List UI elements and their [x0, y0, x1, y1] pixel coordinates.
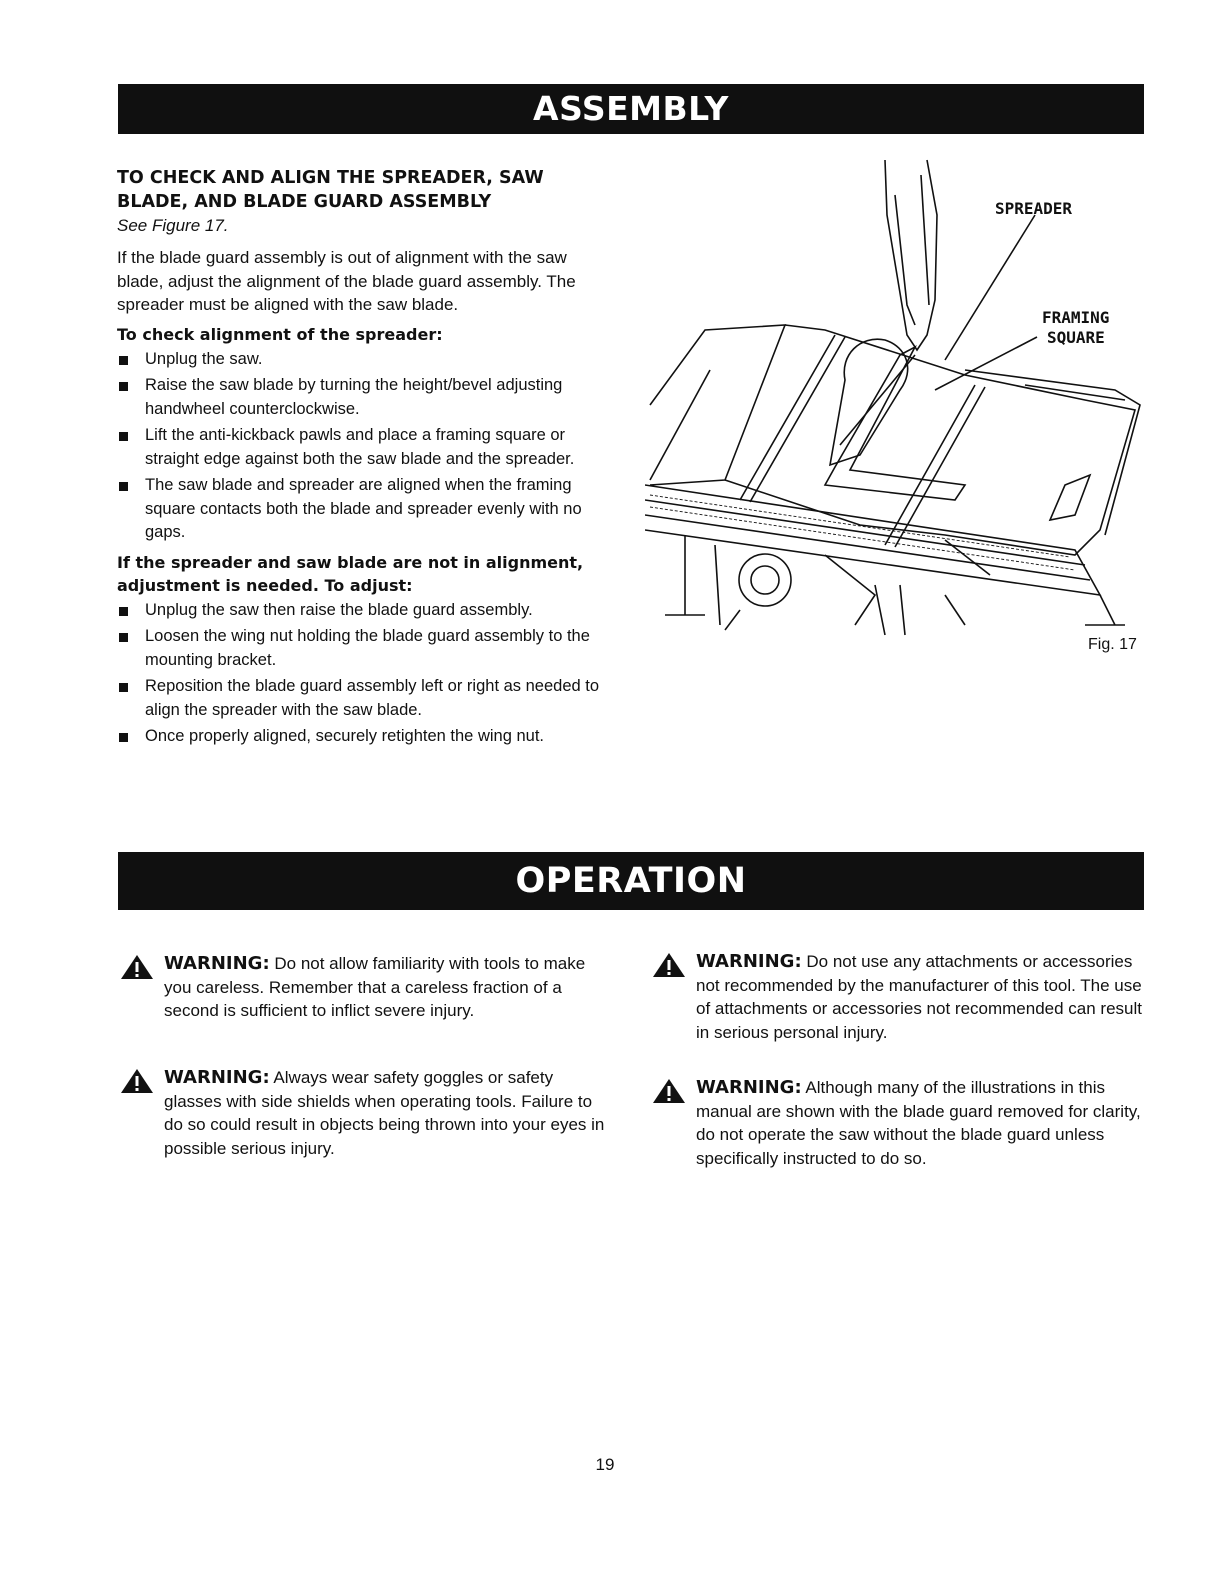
- bullet-icon: [119, 683, 128, 692]
- bullet-icon: [119, 607, 128, 616]
- check-steps-list: [117, 348, 617, 545]
- warning-keyword: WARNING:: [164, 953, 270, 974]
- warning-triangle-icon: [652, 1078, 686, 1104]
- see-figure-note: See Figure 17.: [117, 216, 229, 235]
- warning-keyword: WARNING:: [164, 1067, 270, 1088]
- bullet-icon: [119, 382, 128, 391]
- adjust-steps-list: [117, 599, 617, 749]
- warning-keyword: WARNING:: [696, 951, 802, 972]
- warning-triangle-icon: [652, 952, 686, 978]
- warning-triangle-icon: [120, 954, 154, 980]
- section-heading: TO CHECK AND ALIGN THE SPREADER, SAW BLADE, AND BLADE GUARD ASSEMBLY: [117, 168, 544, 212]
- bullet-icon: [119, 356, 128, 365]
- bullet-icon: [119, 482, 128, 491]
- table-saw-drawing: [645, 155, 1145, 655]
- warning-block: [652, 950, 1147, 1044]
- list-item: Unplug the saw then raise the blade guard assembly.: [117, 599, 617, 623]
- assembly-section: [117, 166, 617, 753]
- intro-paragraph: If the blade guard assembly is out of alignment with the saw blade, adjust the alignment of the blade guard assembly. The spreader must be aligned with the saw blade.: [117, 248, 576, 314]
- list-item: Lift the anti-kickback pawls and place a framing square or straight edge against both the saw blade and the spreader.: [117, 424, 617, 471]
- list-item: Raise the saw blade by turning the height/bevel adjusting handwheel counterclockwise.: [117, 374, 617, 421]
- assembly-banner: ASSEMBLY: [118, 84, 1144, 134]
- bullet-icon: [119, 733, 128, 742]
- list-item: Reposition the blade guard assembly left or right as needed to align the spreader with the saw blade.: [117, 675, 617, 722]
- warning-keyword: WARNING:: [696, 1077, 802, 1098]
- warning-block: [120, 1066, 610, 1160]
- warning-text: Do not allow familiarity with tools to make you careless. Remember that a careless fraction of a second is sufficient to inflict severe injury.: [164, 954, 586, 1020]
- list-item: Once properly aligned, securely retighten the wing nut.: [117, 725, 617, 749]
- label-spreader: SPREADER: [995, 199, 1073, 218]
- warning-block: [120, 952, 600, 1023]
- operation-banner: OPERATION: [118, 852, 1144, 910]
- page-number: 19: [595, 1455, 615, 1474]
- label-square: SQUARE: [1047, 328, 1105, 347]
- list-item: Unplug the saw.: [117, 348, 617, 372]
- label-framing: FRAMING: [1042, 308, 1110, 327]
- adjust-heading: If the spreader and saw blade are not in alignment, adjustment is needed. To adjust:: [117, 552, 584, 595]
- list-item: Loosen the wing nut holding the blade guard assembly to the mounting bracket.: [117, 625, 617, 672]
- check-heading: To check alignment of the spreader:: [117, 324, 443, 344]
- warning-text: Although many of the illustrations in this manual are shown with the blade guard removed for clarity, do not operate the saw without the blade guard unless specifically instructed to do so.: [696, 1078, 1141, 1168]
- warning-block: [652, 1076, 1147, 1170]
- warning-text: Always wear safety goggles or safety glasses with side shields when operating tools. Failure to do so could result in objects being thrown into your eyes in possible serious injury.: [164, 1068, 605, 1158]
- list-item: The saw blade and spreader are aligned when the framing square contacts both the blade and spreader evenly with no gaps.: [117, 474, 617, 545]
- bullet-icon: [119, 633, 128, 642]
- figure-17-illustration: [645, 155, 1145, 655]
- bullet-icon: [119, 432, 128, 441]
- warning-text: Do not use any attachments or accessories not recommended by the manufacturer of this tool. The use of attachments or accessories not recommended can result in serious personal injury.: [696, 952, 1142, 1042]
- figure-caption: Fig. 17: [1088, 636, 1137, 653]
- warning-triangle-icon: [120, 1068, 154, 1094]
